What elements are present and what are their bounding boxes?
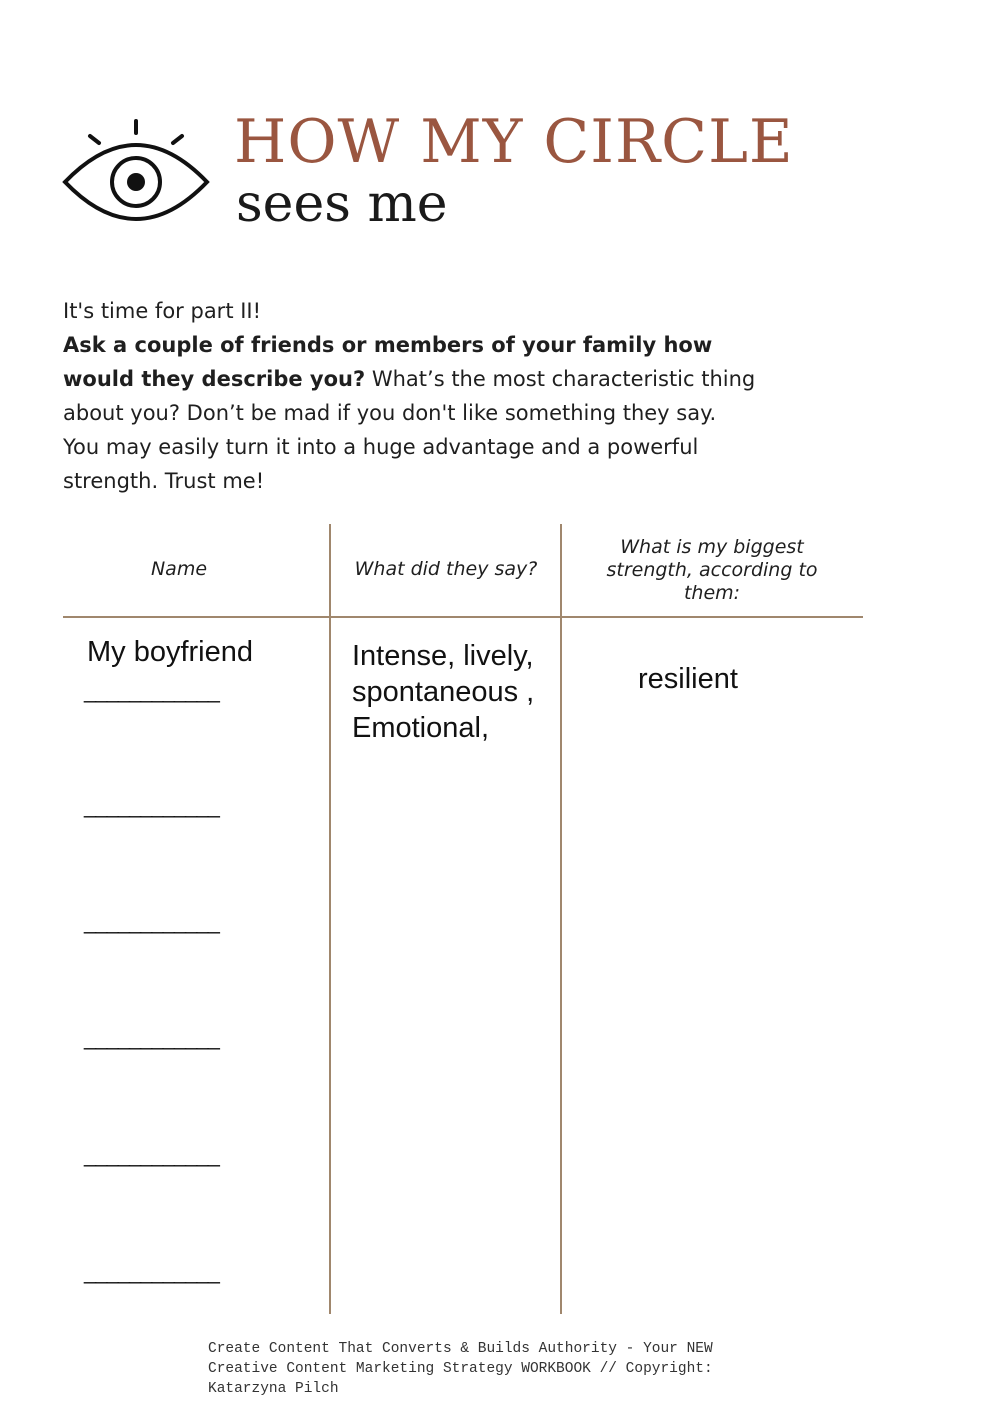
page-title: HOW MY CIRCLE <box>234 107 794 177</box>
name-blank-line: ____________ <box>84 678 219 703</box>
intro-rest: What’s the most characteristic thing about you? Don’t be mad if you don't like something they say. <box>63 367 756 425</box>
intro-bold: Ask a couple of friends or members of your family how would they describe you? <box>63 333 713 391</box>
name-blank-line: ____________ <box>84 1142 219 1167</box>
name-blank-line: ____________ <box>84 793 219 818</box>
name-blank-line: ____________ <box>84 1025 219 1050</box>
entry-name: My boyfriend <box>87 636 254 668</box>
entry-strength: resilient <box>638 663 738 695</box>
page-subtitle: sees me <box>236 174 448 234</box>
name-blank-line: ____________ <box>84 1259 219 1284</box>
header-strength: What is my biggest strength, according to them: <box>606 536 818 604</box>
column-divider-2 <box>560 524 562 1314</box>
intro-line-1: It's time for part II! <box>63 299 262 323</box>
header-said: What did they say? <box>354 558 538 580</box>
header-rule <box>63 616 863 618</box>
header-name: Name <box>150 558 208 580</box>
intro-paragraph <box>63 328 763 430</box>
name-blank-line: ____________ <box>84 909 219 934</box>
intro-text <box>63 294 763 498</box>
footer-copyright: Create Content That Converts & Builds Authority - Your NEW Creative Content Marketing Strategy WORKBOOK // Copyright: Katarzyna Pilch <box>208 1341 713 1397</box>
eye-icon <box>62 118 212 226</box>
column-divider-1 <box>329 524 331 1314</box>
intro-line-3: You may easily turn it into a huge advantage and a powerful strength. Trust me! <box>63 435 699 493</box>
entry-said: Intense, lively, spontaneous , Emotional, <box>352 640 535 744</box>
